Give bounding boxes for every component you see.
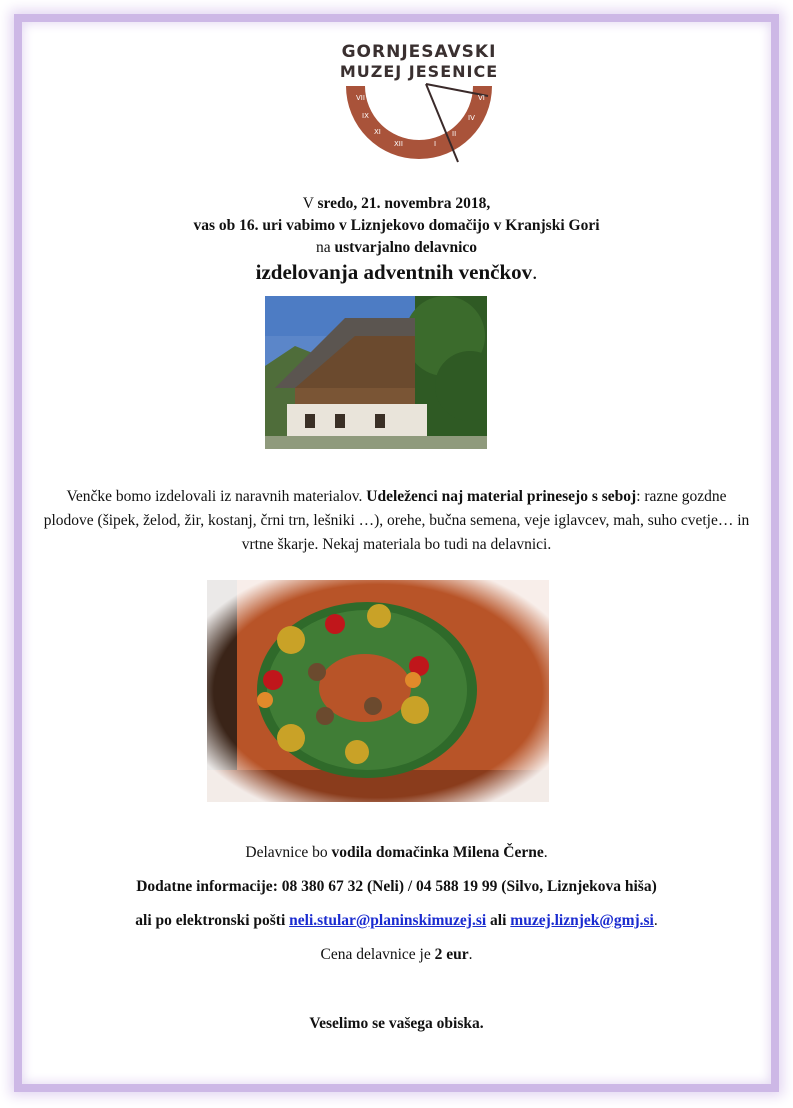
intro-workshop-line: na ustvarjalno delavnico [315,239,478,256]
event-headline: izdelovanja adventnih venčkov. [255,260,538,284]
intro-date-line: V sredo, 21. novembra 2018, [302,195,491,212]
advent-wreath-photo [207,580,549,802]
liznjek-house-photo [265,296,487,449]
svg-text:IV: IV [468,114,475,122]
svg-text:XI: XI [374,128,381,136]
logo-line2: MUZEJ JESENICE [339,62,499,81]
closing-line: Veselimo se vašega obiska. [309,1015,484,1032]
email-link-muzej[interactable]: muzej.liznjek@gmj.si [510,912,654,929]
intro-location-line: vas ob 16. uri vabimo v Liznjekovo domačijo v Kranjski Gori [193,217,600,234]
svg-text:XII: XII [394,140,403,148]
workshop-leader-line: Delavnice bo vodila domačinka Milena Černe. [245,844,548,861]
svg-text:II: II [452,130,457,138]
museum-logo [338,38,500,176]
sundial-icon [338,82,500,176]
svg-text:VII: VII [356,94,365,102]
logo-line1: GORNJESAVSKI [341,42,497,62]
svg-text:IX: IX [362,112,369,120]
contact-info-line: Dodatne informacije: 08 380 67 32 (Neli) / 04 588 19 99 (Silvo, Liznjekova hiša) [136,878,657,895]
svg-text:I: I [434,140,437,148]
svg-text:VI: VI [478,94,485,102]
materials-paragraph: Venčke bomo izdelovali iz naravnih materialov. Udeleženci naj material prinesejo s seboj: razne gozdne plodove (šipek, želod, žir, kostanj, črni trn, lešniki …), orehe, bučna semena, veje iglavcev, mah, suho cvetje… in vrtne škarje. Nekaj materiala bo tudi na delavnici. [43,488,750,553]
price-line: Cena delavnice je 2 eur. [320,946,473,963]
email-link-neli[interactable]: neli.stular@planinskimuzej.si [289,912,487,929]
event-date: sredo, 21. novembra 2018, [317,195,491,212]
email-line: ali po elektronski pošti neli.stular@planinskimuzej.si ali muzej.liznjek@gmj.si. [135,912,658,929]
